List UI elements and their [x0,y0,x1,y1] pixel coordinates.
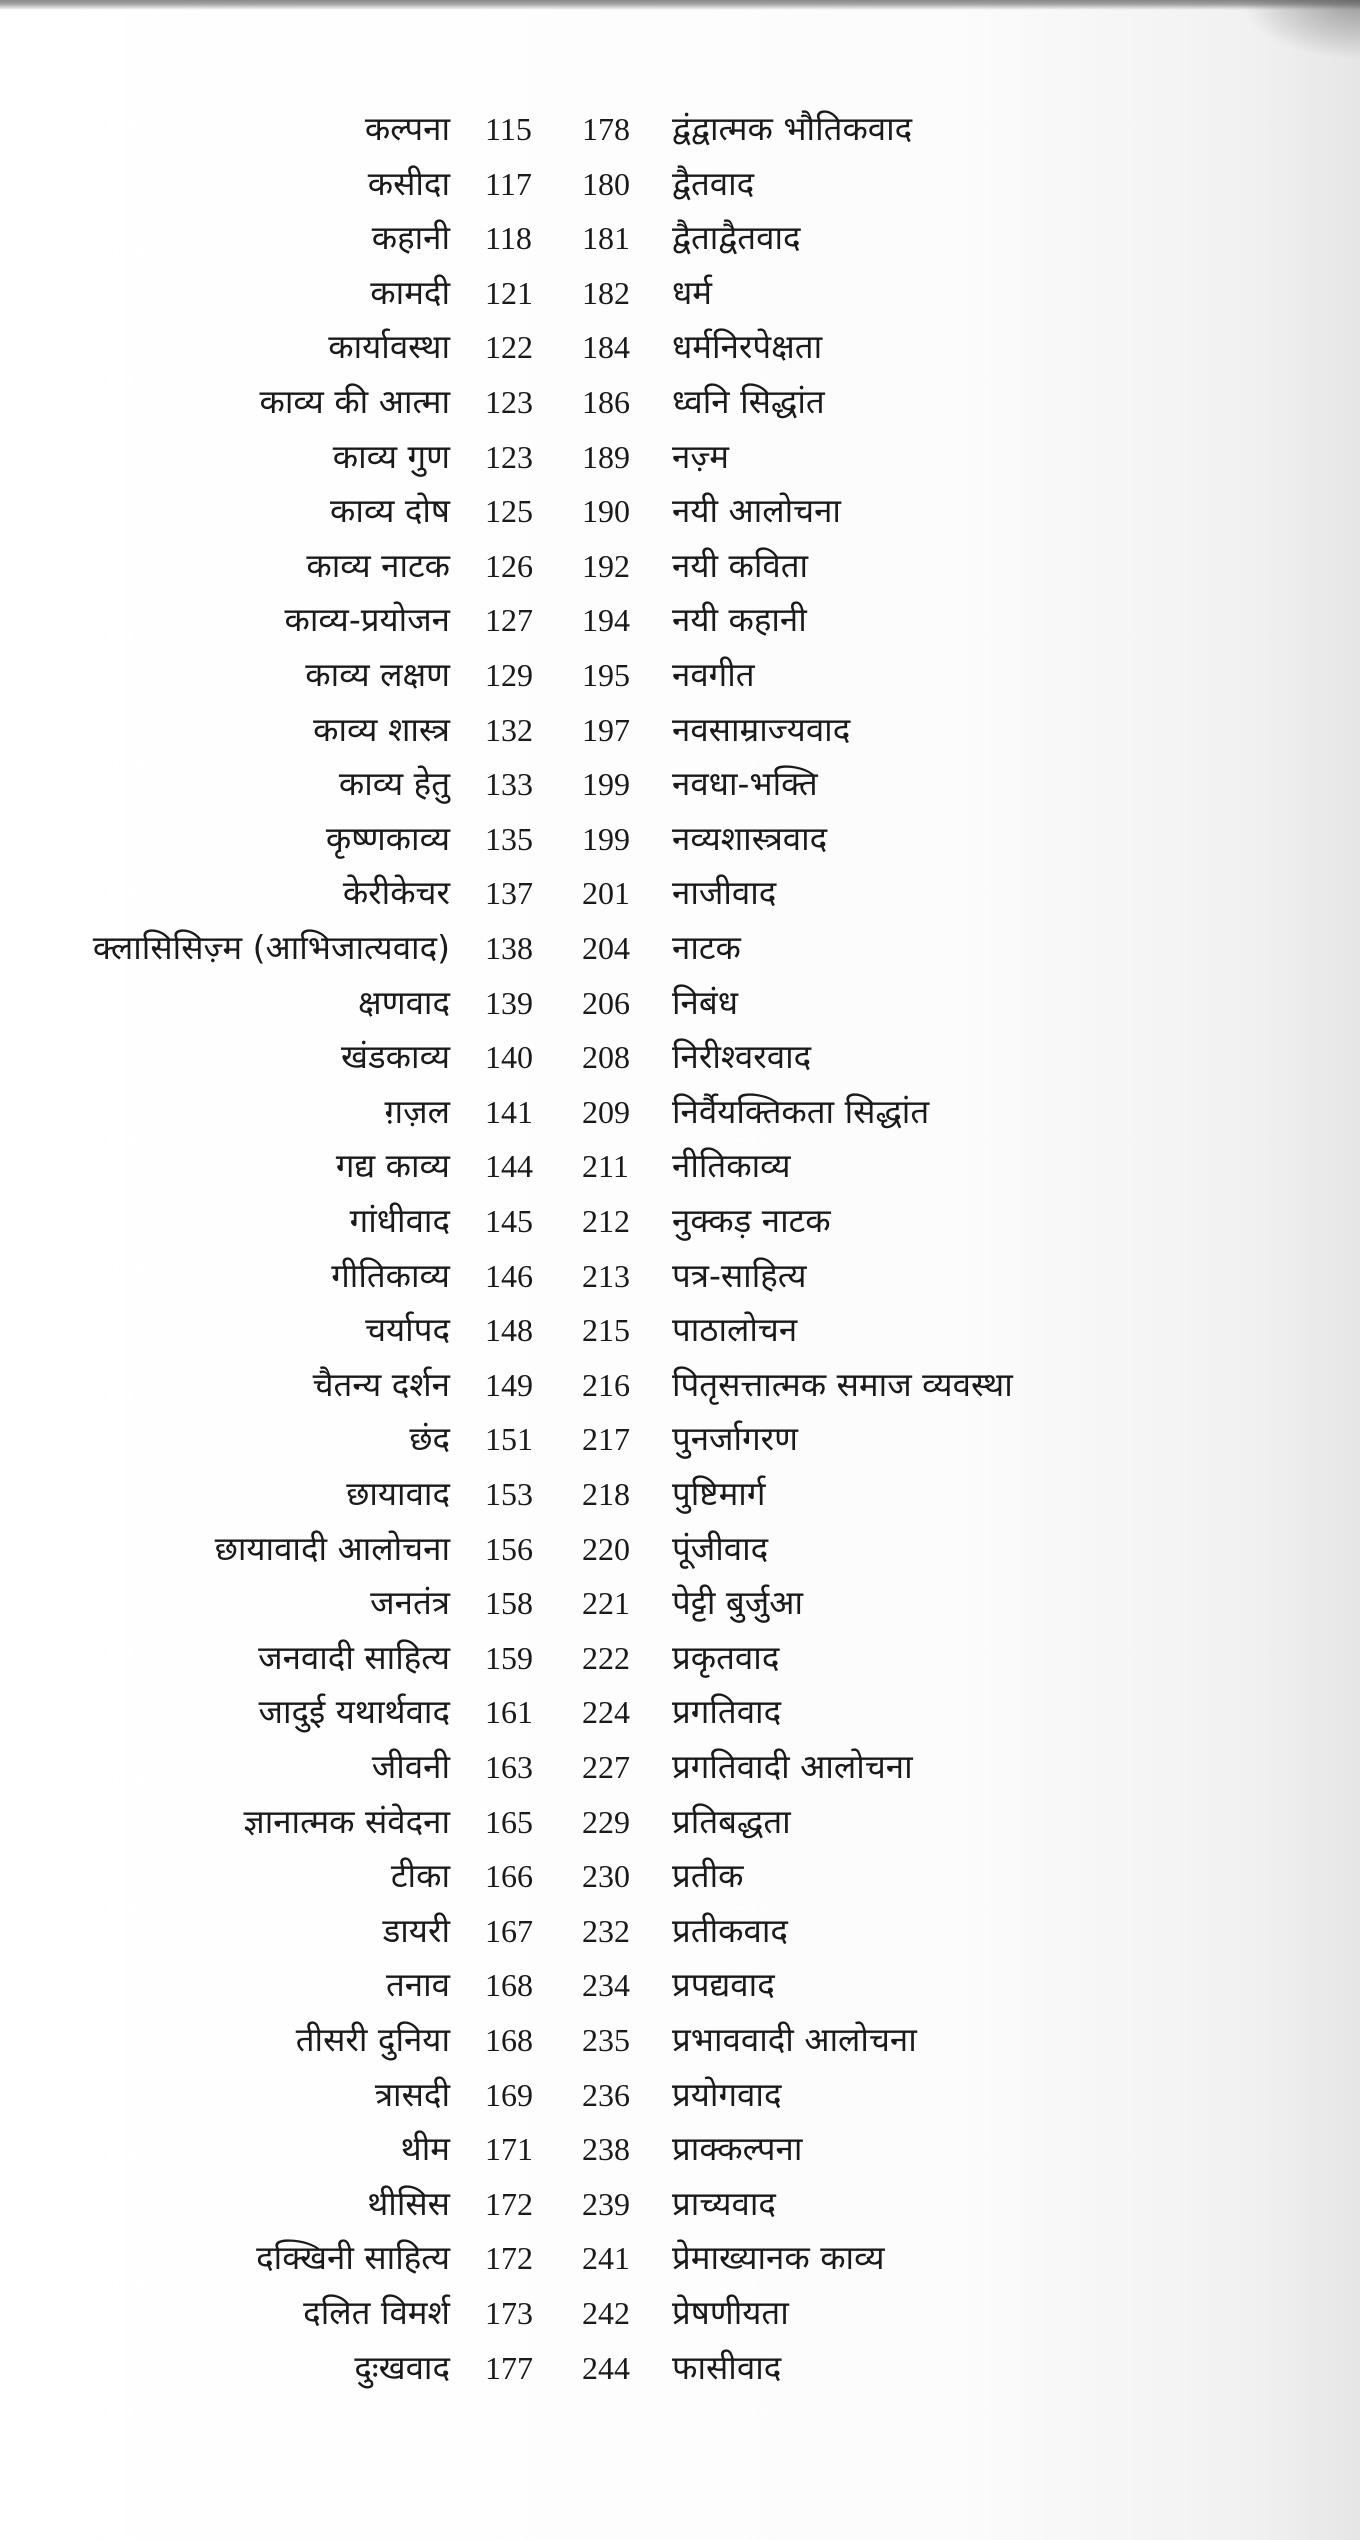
index-term-right: प्रपद्यवाद [672,1965,775,2005]
page-number-left: 122 [485,329,533,366]
index-term-left: काव्य गुण [332,436,450,476]
index-row [0,102,1360,156]
index-term-left: गीतिकाव्य [331,1255,450,1295]
index-row [0,1030,1360,1084]
index-row [0,320,1360,374]
page-number-left: 140 [485,1039,533,1076]
index-term-right: द्वंद्वात्मक भौतिकवाद [672,109,913,148]
index-row [0,157,1360,211]
page-number-left: 169 [485,2076,533,2113]
index-term-right: निबंध [672,982,738,1022]
index-row [0,211,1360,265]
index-term-right: प्रयोगवाद [672,2074,782,2114]
page-number-right: 239 [582,2185,630,2222]
index-row [0,1795,1360,1849]
page-number-left: 133 [485,766,533,803]
index-term-right: प्रकृतवाद [672,1637,780,1677]
page-number-right: 186 [582,384,630,420]
page-number-right: 180 [582,165,630,202]
index-term-left: काव्य नाटक [306,545,450,585]
index-term-right: निर्वैयक्तिकता सिद्धांत [672,1091,930,1131]
index-term-left: काव्य शास्त्र [313,709,450,749]
page-number-left: 163 [485,1749,533,1785]
page-number-left: 139 [485,984,533,1021]
index-row [0,648,1360,702]
page-number-left: 121 [485,274,533,311]
index-row [0,1740,1360,1794]
index-term-left: जनवादी साहित्य [258,1637,450,1677]
index-term-left: क्षणवाद [358,982,450,1022]
index-term-left: छायावाद [346,1474,450,1513]
index-row [0,593,1360,647]
index-term-left: दक्खिनी साहित्य [256,2238,450,2278]
index-row [0,1249,1360,1303]
index-row [0,1522,1360,1576]
index-term-left: डायरी [382,1910,450,1950]
page-number-left: 151 [485,1421,533,1458]
index-term-left: जनतंत्र [370,1583,450,1623]
page-number-left: 137 [485,875,533,912]
index-row [0,1631,1360,1685]
page-number-left: 166 [485,1858,533,1895]
index-row [0,757,1360,811]
index-term-left: क्लासिसिज़्म (आभिजात्यवाद) [92,928,450,967]
index-row [0,812,1360,866]
page-number-right: 201 [582,875,630,912]
index-term-right: नयी कहानी [672,600,807,640]
index-term-left: टीका [390,1856,450,1896]
index-row [0,1467,1360,1521]
page-number-right: 221 [582,1585,630,1622]
index-term-right: प्रतीक [672,1856,744,1896]
page-number-left: 153 [485,1476,533,1512]
index-term-left: कृष्णकाव्य [325,818,450,858]
page-number-right: 212 [582,1203,630,1239]
page-number-left: 132 [485,711,533,748]
index-term-left: दलित विमर्श [303,2293,450,2332]
page-number-right: 204 [582,930,630,966]
index-term-right: नयी आलोचना [672,491,841,531]
index-term-right: प्रेषणीयता [672,2293,789,2332]
page-number-right: 230 [582,1858,630,1895]
index-term-right: नवगीत [672,655,755,694]
index-term-right: निरीश्वरवाद [672,1037,812,1077]
page-number-left: 127 [485,602,533,639]
index-row [0,539,1360,593]
index-term-left: काव्य-प्रयोजन [284,600,450,640]
index-term-right: पुनर्जागरण [672,1419,799,1459]
page-number-right: 197 [582,711,630,748]
page-number-left: 138 [485,930,533,966]
index-term-left: काव्य लक्षण [305,655,450,694]
page-number-left: 173 [485,2295,533,2331]
index-row [0,1194,1360,1248]
index-row [0,1303,1360,1357]
index-term-right: प्रभाववादी आलोचना [672,2020,917,2059]
index-row [0,266,1360,320]
index-term-left: तनाव [385,1965,450,2005]
page-number-right: 206 [582,984,630,1021]
page-number-left: 168 [485,1967,533,2004]
index-term-left: छंद [409,1419,450,1459]
index-row [0,1685,1360,1739]
index-term-right: प्रगतिवादी आलोचना [672,1747,913,1786]
index-term-left: गद्य काव्य [335,1146,450,1186]
page-top-edge-shadow [0,0,1360,10]
index-term-right: नुक्कड़ नाटक [672,1201,831,1240]
page-number-right: 220 [582,1530,630,1567]
index-term-left: कल्पना [364,109,450,148]
page-number-left: 177 [485,2349,533,2386]
page-number-left: 158 [485,1585,533,1622]
page-number-right: 199 [582,820,630,857]
page-number-right: 184 [582,329,630,366]
index-term-left: ज्ञानात्मक संवेदना [243,1801,450,1841]
index-term-right: द्वैतवाद [672,163,755,203]
page-number-left: 148 [485,1312,533,1349]
index-term-right: नवसाम्राज्यवाद [672,709,851,749]
page-number-right: 211 [582,1148,629,1185]
index-term-right: पुष्टिमार्ग [672,1474,766,1513]
page-number-left: 129 [485,657,533,693]
index-term-right: ध्वनि सिद्धांत [672,382,825,421]
index-term-right: नाटक [672,928,741,967]
page-number-right: 194 [582,602,630,639]
page-number-right: 216 [582,1366,630,1403]
index-term-left: काव्य हेतु [338,764,450,804]
index-term-right: धर्म [672,272,713,312]
index-row [0,866,1360,920]
index-row [0,1139,1360,1193]
page-number-right: 199 [582,766,630,803]
index-term-left: केरीकेचर [342,873,450,913]
index-term-left: चैतन्य दर्शन [312,1364,450,1404]
index-term-left: थीसिस [367,2183,450,2223]
index-row [0,484,1360,538]
page-number-left: 149 [485,1366,533,1403]
index-row [0,921,1360,975]
page-number-right: 235 [582,2022,630,2058]
page-number-right: 215 [582,1312,630,1349]
index-term-left: जादुई यथार्थवाद [258,1692,450,1732]
index-term-right: नाजीवाद [672,873,777,913]
page-number-left: 172 [485,2240,533,2277]
page-number-right: 181 [582,220,630,257]
page-number-right: 213 [582,1257,630,1294]
index-term-left: चर्यापद [365,1310,450,1350]
page-number-right: 218 [582,1476,630,1512]
index-row [0,2068,1360,2122]
index-row [0,2177,1360,2231]
page-number-left: 167 [485,1912,533,1949]
index-row [0,976,1360,1030]
index-term-right: प्राच्यवाद [672,2183,776,2223]
index-term-left: कामदी [370,272,450,312]
index-row [0,1085,1360,1139]
index-term-right: द्वैताद्वैतवाद [672,218,801,258]
index-term-right: धर्मनिरपेक्षता [672,327,823,367]
index-row [0,2231,1360,2285]
page-number-left: 123 [485,438,533,475]
index-term-left: खंडकाव्य [341,1037,450,1077]
index-term-right: प्राक्कल्पना [672,2129,803,2169]
index-term-right: पत्र-साहित्य [672,1255,807,1295]
index-row [0,1576,1360,1630]
index-term-right: प्रतीकवाद [672,1910,788,1950]
index-term-right: नवधा-भक्ति [672,764,818,804]
index-term-left: त्रासदी [374,2074,450,2114]
index-term-left: कसीदा [367,163,450,203]
page-number-right: 229 [582,1803,630,1840]
page-number-right: 234 [582,1967,630,2004]
page-number-left: 115 [485,111,532,147]
page-number-right: 241 [582,2240,630,2277]
index-term-left: छायावादी आलोचना [214,1528,450,1568]
index-term-right: नयी कविता [672,545,809,585]
page-number-left: 118 [485,220,532,257]
index-term-right: प्रतिबद्धता [672,1801,791,1841]
index-row [0,703,1360,757]
page-number-left: 159 [485,1639,533,1676]
page-number-right: 244 [582,2349,630,2386]
index-row [0,430,1360,484]
page-number-left: 165 [485,1803,533,1840]
index-term-right: पेट्टी बुर्जुआ [672,1583,803,1623]
index-term-left: थीम [400,2129,450,2169]
page-number-left: 123 [485,384,533,420]
index-term-left: कहानी [371,218,450,258]
page-number-right: 192 [582,547,630,584]
index-term-left: जीवनी [371,1747,450,1786]
index-term-right: नीतिकाव्य [672,1146,791,1186]
page-number-right: 236 [582,2076,630,2113]
page-number-left: 146 [485,1257,533,1294]
page-number-left: 168 [485,2022,533,2058]
index-term-right: पाठालोचन [672,1310,798,1350]
page-number-left: 135 [485,820,533,857]
page-number-right: 222 [582,1639,630,1676]
page-number-right: 242 [582,2295,630,2331]
index-term-left: काव्य की आत्मा [259,382,450,421]
page-number-right: 182 [582,274,630,311]
page-number-left: 141 [485,1093,533,1130]
page-number-left: 161 [485,1694,533,1731]
page-number-left: 145 [485,1203,533,1239]
page-number-left: 172 [485,2185,533,2222]
page-number-right: 195 [582,657,630,693]
page-number-right: 217 [582,1421,630,1458]
index-term-right: प्रगतिवाद [672,1692,782,1732]
index-term-left: गांधीवाद [349,1201,450,1240]
page-number-right: 232 [582,1912,630,1949]
page-number-left: 117 [485,165,532,202]
index-row [0,375,1360,429]
index-row [0,2341,1360,2395]
page-number-right: 227 [582,1749,630,1785]
index-term-right: पितृसत्तात्मक समाज व्यवस्था [672,1364,1013,1404]
page-corner-shadow [1240,0,1360,60]
page-number-right: 190 [582,493,630,530]
page-number-left: 125 [485,493,533,530]
page-number-left: 144 [485,1148,533,1185]
page-number-right: 208 [582,1039,630,1076]
index-row [0,2122,1360,2176]
page-number-right: 238 [582,2131,630,2168]
index-term-left: काव्य दोष [330,491,450,531]
index-term-left: कार्यावस्था [328,327,450,367]
index-term-right: फासीवाद [672,2347,782,2387]
index-row [0,1412,1360,1466]
index-row [0,2013,1360,2067]
index-row [0,1849,1360,1903]
index-term-right: नव्यशास्त्रवाद [672,818,828,858]
index-term-right: नज़्म [672,436,729,476]
index-term-left: दुःखवाद [354,2347,450,2387]
index-term-right: प्रेमाख्यानक काव्य [672,2238,885,2278]
page-number-right: 224 [582,1694,630,1731]
page-number-right: 189 [582,438,630,475]
index-row [0,2286,1360,2340]
page-number-right: 178 [582,111,630,147]
index-term-left: तीसरी दुनिया [295,2020,450,2059]
page-number-left: 171 [485,2131,533,2168]
index-row [0,1358,1360,1412]
page-number-left: 126 [485,547,533,584]
index-row [0,1958,1360,2012]
page-number-right: 209 [582,1093,630,1130]
index-term-right: पूंजीवाद [672,1528,769,1568]
page-number-left: 156 [485,1530,533,1567]
index-term-left: ग़ज़ल [384,1091,450,1131]
index-row [0,1904,1360,1958]
